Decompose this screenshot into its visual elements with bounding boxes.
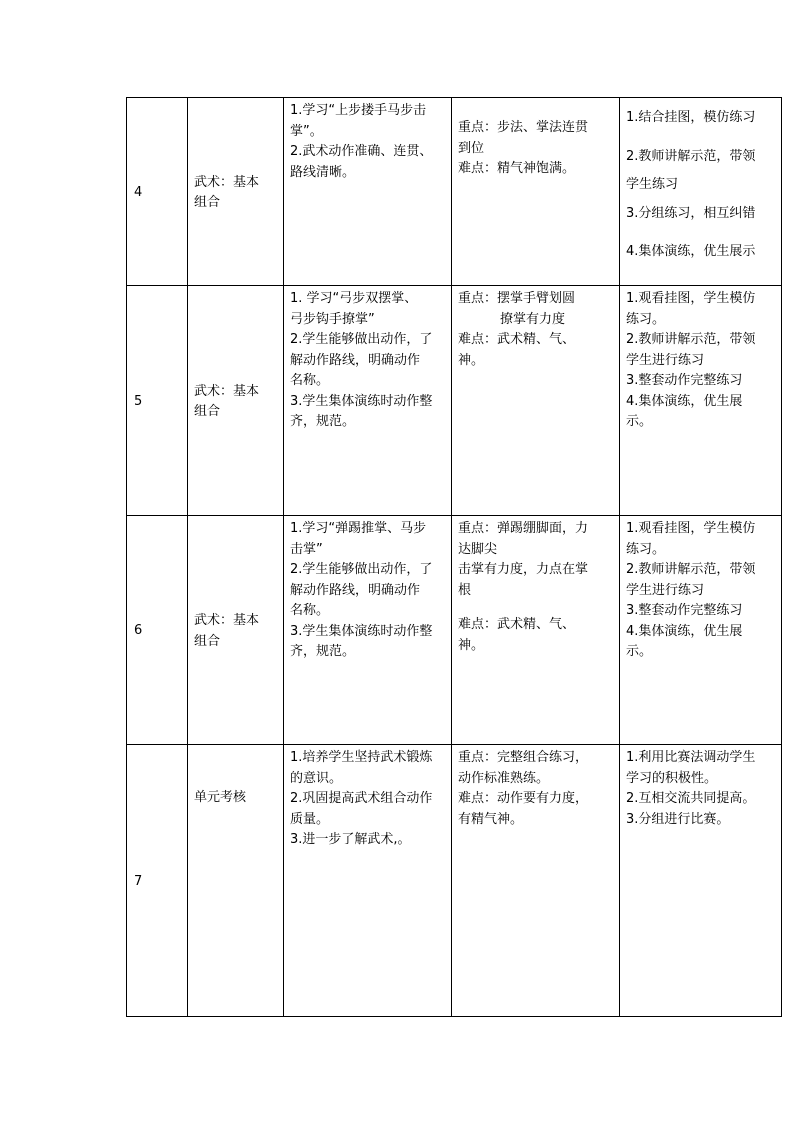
lesson-topic: 武术：基本 组合 bbox=[188, 516, 284, 745]
lesson-topic: 武术：基本 组合 bbox=[188, 98, 284, 286]
lesson-focus: 重点：完整组合练习， 动作标准熟练。 难点：动作要有力度， 有精气神。 bbox=[452, 745, 620, 1017]
lesson-number: 4 bbox=[127, 98, 188, 286]
table-row bbox=[127, 286, 782, 516]
lesson-topic: 武术：基本 组合 bbox=[188, 286, 284, 516]
lesson-methods: 1.观看挂图，学生模仿 练习。 2.教师讲解示范，带领 学生进行练习 3.整套动作完整练习 4.集体演练，优生展 示。 bbox=[620, 516, 782, 745]
lesson-focus: 重点：摆掌手臂划圆 撩掌有力度 难点：武术精、气、 神。 bbox=[452, 286, 620, 516]
lesson-objectives: 1.学习“弹踢推掌、马步 击掌” 2.学生能够做出动作，了 解动作路线，明确动作 名称。 3.学生集体演练时动作整 齐，规范。 bbox=[284, 516, 452, 745]
lesson-topic: 单元考核 bbox=[188, 745, 284, 1017]
lesson-number: 7 bbox=[127, 745, 188, 1017]
lesson-methods: 1.观看挂图，学生模仿 练习。 2.教师讲解示范，带领 学生进行练习 3.整套动作完整练习 4.集体演练，优生展 示。 bbox=[620, 286, 782, 516]
table-row bbox=[127, 98, 782, 286]
lesson-focus: 重点：步法、掌法连贯 到位 难点：精气神饱满。 bbox=[452, 98, 620, 286]
lesson-objectives: 1. 学习“弓步双摆掌、 弓步钩手撩掌” 2.学生能够做出动作，了 解动作路线，明确动作 名称。 3.学生集体演练时动作整 齐，规范。 bbox=[284, 286, 452, 516]
lesson-methods: 1.结合挂图，模仿练习 2.教师讲解示范，带领 学生练习 3.分组练习，相互纠错 4.集体演练，优生展示 bbox=[620, 98, 782, 286]
lesson-number: 5 bbox=[127, 286, 188, 516]
table-row bbox=[127, 745, 782, 1017]
lesson-objectives: 1.培养学生坚持武术锻炼 的意识。 2.巩固提高武术组合动作 质量。 3.进一步了解武术,。 bbox=[284, 745, 452, 1017]
lesson-methods: 1.利用比赛法调动学生 学习的积极性。 2.互相交流共同提高。 3.分组进行比赛。 bbox=[620, 745, 782, 1017]
lesson-focus: 重点：弹踢绷脚面，力 达脚尖 击掌有力度，力点在掌 根 难点：武术精、气、 神。 bbox=[452, 516, 620, 745]
lesson-objectives: 1.学习“上步搂手马步击 掌”。 2.武术动作准确、连贯、 路线清晰。 bbox=[284, 98, 452, 286]
lesson-plan-table bbox=[126, 97, 782, 1017]
table-row bbox=[127, 516, 782, 745]
lesson-number: 6 bbox=[127, 516, 188, 745]
